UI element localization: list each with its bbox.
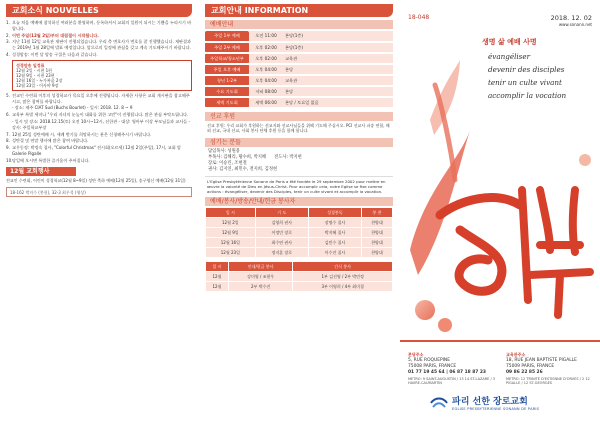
worship-row bbox=[205, 53, 393, 64]
worship-row bbox=[205, 86, 393, 97]
worship-place: 교육관 bbox=[283, 75, 393, 86]
worship-time: 오후 02:00 bbox=[249, 42, 283, 53]
french-mission-text: L'Eglise Presbytérienne Sonann de Paris a été fondée le 29 septembre 2002 pour mettre en œuvre la volonté de Dieu en Jésus-Christ. Pour accomplir cela, notre Eglise se fixe comme actions : évangéliser, devenir des Disciples, tenir un culte vivant et accomplir la vocation. bbox=[205, 176, 393, 195]
info-header: 교회안내 INFORMATION bbox=[205, 4, 393, 17]
worship-label: 청년 1·2부 bbox=[205, 75, 249, 86]
worship-label: 새벽 기도회 bbox=[205, 97, 249, 108]
worship-label: 주일 2부 예배 bbox=[205, 42, 249, 53]
list-item: 2. 이번 주일(12월 2일)부터 대림절이 시작됩니다. bbox=[6, 32, 99, 38]
worship-table bbox=[205, 31, 393, 109]
table-cell: 12월 bbox=[206, 272, 229, 282]
worship-row bbox=[205, 75, 393, 86]
worship-time: 오후 04:00 bbox=[249, 75, 283, 86]
phone-number: 01 77 19 45 64 | 06 87 18 87 23 bbox=[408, 370, 486, 375]
table-cell: 장명수 집사 bbox=[308, 218, 361, 228]
news-header: 교회소식 NOUVELLES bbox=[6, 4, 192, 17]
events-header: 12월 교회행사 bbox=[6, 167, 76, 176]
metro-info: METRO: 12 TRINITÉ D'ESTIENNE D'ORVES / 2 12 PIGALLE / 12 ST-GEORGES bbox=[506, 377, 590, 386]
table-cell: 최수연 권사 bbox=[255, 238, 308, 248]
duty-header: 예배/봉사/방송/안내/헌금 봉사자 bbox=[205, 197, 393, 206]
staff-row: 권사: 김지연, 최민수, 전지희, 김정현 bbox=[208, 166, 278, 172]
news-list bbox=[6, 20, 192, 58]
worship-time: 오후 02:00 bbox=[249, 53, 283, 64]
box-row: 12월 2일 - 시편 1편 bbox=[16, 67, 53, 73]
staff-row: 담임목사: 성원용 bbox=[208, 148, 240, 154]
issue-number: 18-048 bbox=[408, 14, 430, 21]
events-text: 전교인 수련회, 어린이 성경학교(12월 8~9일) 성탄 축하 예배(12월 25일), 송구영신 예배(12월 31일) bbox=[6, 177, 186, 183]
church-logo bbox=[430, 394, 539, 411]
table-cell: 이수진 집사 bbox=[308, 248, 361, 258]
staff-list bbox=[205, 148, 393, 174]
table-cell: 이정민 장로 bbox=[255, 228, 308, 238]
worship-row bbox=[205, 31, 393, 42]
table-cell: 박지혜 집사 bbox=[308, 228, 361, 238]
info-panel bbox=[200, 0, 398, 425]
website: www.sonann.net bbox=[558, 22, 592, 27]
worship-label: 수요 기도회 bbox=[205, 86, 249, 97]
box-title: 성경암송 일정표 bbox=[16, 62, 45, 68]
table-row bbox=[206, 218, 393, 228]
staff-row: 부목사: 김해리, 황수희, 박지혜 전도사: 박지현 bbox=[208, 154, 302, 160]
worship-place: 본당 bbox=[283, 86, 393, 97]
column-header: 간식 봉사 bbox=[293, 262, 393, 272]
worship-row bbox=[205, 64, 393, 75]
staff-row: 장로: 이승린, 조현철 bbox=[208, 160, 247, 166]
table-cell: 강미영 / 조현우 bbox=[228, 272, 292, 282]
mission-text: 선교 후원: 우리 교회가 후원하는 선교지와 선교사님들을 위해 기도해 주십시오. PCI 선교사 파송 연합, 해외 선교, 국내 선교, 사회 봉사 단체 후원 등을 함께 합니다. bbox=[207, 123, 390, 134]
table-cell: 2부 박수진 bbox=[228, 282, 292, 292]
box-row: 12월 23일 - 이사야 9장 bbox=[16, 82, 59, 88]
column-header: 안내/헌금 봉사 bbox=[228, 262, 292, 272]
duty-table-2 bbox=[205, 261, 393, 292]
church-logo-icon bbox=[430, 395, 448, 411]
column-header: 성경봉독 bbox=[308, 208, 361, 218]
list-item: 5. 전교인 수련회 이후의 성경학교가 목요일 오후에 진행됩니다. 자세한 사항은 교회 게시판을 참고해주시고, 많은 참여를 바랍니다. bbox=[6, 92, 190, 104]
worship-place: 교육관 bbox=[283, 53, 393, 64]
list-item: 3. 지난 11월 12일 교육관 재판이 진행되었습니다. 우리 측 변호사가 변호를 잘 진행했습니다. 재판결과는 2019년 1월 28일에 발표 예정입니다. 앞으로의 일정에 관심을 갖고 계속 기도해주시기 바랍니다. bbox=[6, 39, 191, 51]
column-header: 일 시 bbox=[206, 262, 229, 272]
table-cell: 12월 9일 bbox=[206, 228, 256, 238]
staff-header: 섬기는 분들 bbox=[205, 138, 393, 147]
church-name-fr: EGLISE PRESBYTERIENNE SONANN DE PARIS bbox=[452, 407, 540, 411]
duty-table bbox=[205, 207, 393, 258]
table-cell: 12월 bbox=[206, 282, 229, 292]
worship-label: 주일 오후 예배 bbox=[205, 64, 249, 75]
metro-info: METRO: 9 SAINT-AUGUSTIN / 13 14 ST-LAZARE / 3 HAVRE-CAUMARTIN bbox=[408, 377, 496, 386]
box-row: 12월 9일 - 시편 23편 bbox=[16, 72, 55, 78]
box-row: 12월 16일 - 누가복음 2장 bbox=[16, 77, 63, 83]
list-item: 1. 오늘 처음 예배에 참석하신 여러분을 환영하며, 등록하셔서 교회의 일원이 되시는 기쁨을 누리시기 바랍니다. bbox=[6, 20, 192, 31]
worship-header: 예배안내 bbox=[205, 20, 393, 29]
news-panel bbox=[0, 0, 198, 425]
column-header: 기 도 bbox=[255, 208, 308, 218]
table-cell: 12월 2일 bbox=[206, 218, 256, 228]
table-cell: 김민수 집사 bbox=[308, 238, 361, 248]
list-item: 9. 교우동정: 박정숙 집사, "Colorful Christmas" 전시회(오르세) 12월 2일(주일), 17시, 교회 앞 Galerie Pigalle bbox=[6, 145, 181, 156]
worship-place: 본당(1층) bbox=[283, 31, 393, 42]
mission-header: 선교 후원 bbox=[205, 112, 393, 121]
table-cell: 12월 16일 bbox=[206, 238, 256, 248]
list-item: 10. 당일에 오시면 특별한 즐거움이 주어집니다. bbox=[6, 157, 90, 163]
column-header: 봉 찬 bbox=[361, 208, 392, 218]
table-cell: 1부 김선영 / 2부 박민정 bbox=[293, 272, 393, 282]
list-item: - 장소: 제주 CIAT Sud (Buchs Bourlet) - 일시: 2018. 12. 8 ~ 9 bbox=[12, 105, 133, 111]
worship-place: 본당(1층) bbox=[283, 42, 393, 53]
table-row bbox=[206, 228, 393, 238]
worship-time: 새벽 06:00 bbox=[249, 97, 283, 108]
cover-panel bbox=[400, 0, 600, 425]
table-cell: 12월 23일 bbox=[206, 248, 256, 258]
education-address: 교육관주소 18, RUE JEAN BAPTISTE PIGALLE 75009 PARIS, FRANCE 09 86 22 85 26 METRO: 12 TRINITÉ D'ESTIENNE D'ORVES / 2 12 PIGALLE / 12 ST-GEORGES bbox=[506, 352, 596, 386]
table-cell: 정지훈 장로 bbox=[255, 248, 308, 258]
worship-label: 주일학교/청소년부 bbox=[205, 53, 249, 64]
worship-place: 본당 / 토요일 없음 bbox=[283, 97, 393, 108]
main-address: 본당주소 5, RUE ROQUEPINE 75008 PARIS, FRANCE 01 77 19 45 64 | 06 87 18 87 23 METRO: 9 SAINT-AUGUSTIN / 13 14 ST-LAZARE / 3 HAVRE-CAUMARTIN bbox=[408, 352, 500, 386]
table-cell: 찬양대 bbox=[361, 248, 392, 258]
list-item: 7. 12월 25일 성탄예배 시, 세례 받기를 희망하시는 분은 신청해주시기 바랍니다. bbox=[6, 131, 152, 137]
issue-date: 2018. 12. 02 bbox=[550, 14, 592, 22]
worship-row bbox=[205, 97, 393, 108]
worship-time: 오후 04:00 bbox=[249, 64, 283, 75]
table-row bbox=[206, 272, 393, 282]
table-cell: 김영희 권사 bbox=[255, 218, 308, 228]
table-row bbox=[206, 238, 393, 248]
worship-row bbox=[205, 42, 393, 53]
worship-label: 주일 1부 예배 bbox=[205, 31, 249, 42]
list-item: 6. 교육부 특별 세미나 "우리 자녀의 눈높이 대화를 위한 고민"이 진행됩니다. 많은 관심 부탁드립니다. bbox=[6, 112, 189, 118]
french-motto: évangéliser devenir des disciples tenir un culte vivant accomplir la vocation bbox=[488, 52, 567, 100]
divider bbox=[400, 340, 600, 342]
offering-box: 18-162 박지수 (봉헌), 32-3 최우석 (영상) bbox=[6, 187, 192, 197]
theme-title: 생명 삶 예배 사명 bbox=[482, 38, 537, 46]
list-item: 8. 성탄절 및 연말 행사에 많은 참여 바랍니다. bbox=[6, 138, 89, 144]
table-cell: 3부 이영희 / 4부 최미경 bbox=[293, 282, 393, 292]
table-row bbox=[206, 248, 393, 258]
table-cell: 찬양대 bbox=[361, 218, 392, 228]
list-item: - 일시 및 장소: 2018.12.15(토) 오전 10시~12시, 선한관 - 대상: 영아부 이상 부모님들과 교사들 - 강사: 주일학교부장 bbox=[12, 118, 190, 130]
table-cell: 찬양대 bbox=[361, 238, 392, 248]
worship-place: 본당 bbox=[283, 64, 393, 75]
church-name: 파리 선한 장로교회 bbox=[452, 397, 528, 407]
list-item: 4. 성경암송: 이번 달 암송 구절은 다음과 같습니다. bbox=[6, 51, 98, 57]
column-header: 일 시 bbox=[206, 208, 256, 218]
table-row bbox=[206, 282, 393, 292]
table-cell: 찬양대 bbox=[361, 228, 392, 238]
worship-time: 저녁 08:00 bbox=[249, 86, 283, 97]
worship-time: 오전 11:00 bbox=[249, 31, 283, 42]
phone-number: 09 86 22 85 26 bbox=[506, 370, 543, 375]
news-list-2 bbox=[6, 93, 192, 164]
verse-schedule-box bbox=[12, 60, 192, 91]
